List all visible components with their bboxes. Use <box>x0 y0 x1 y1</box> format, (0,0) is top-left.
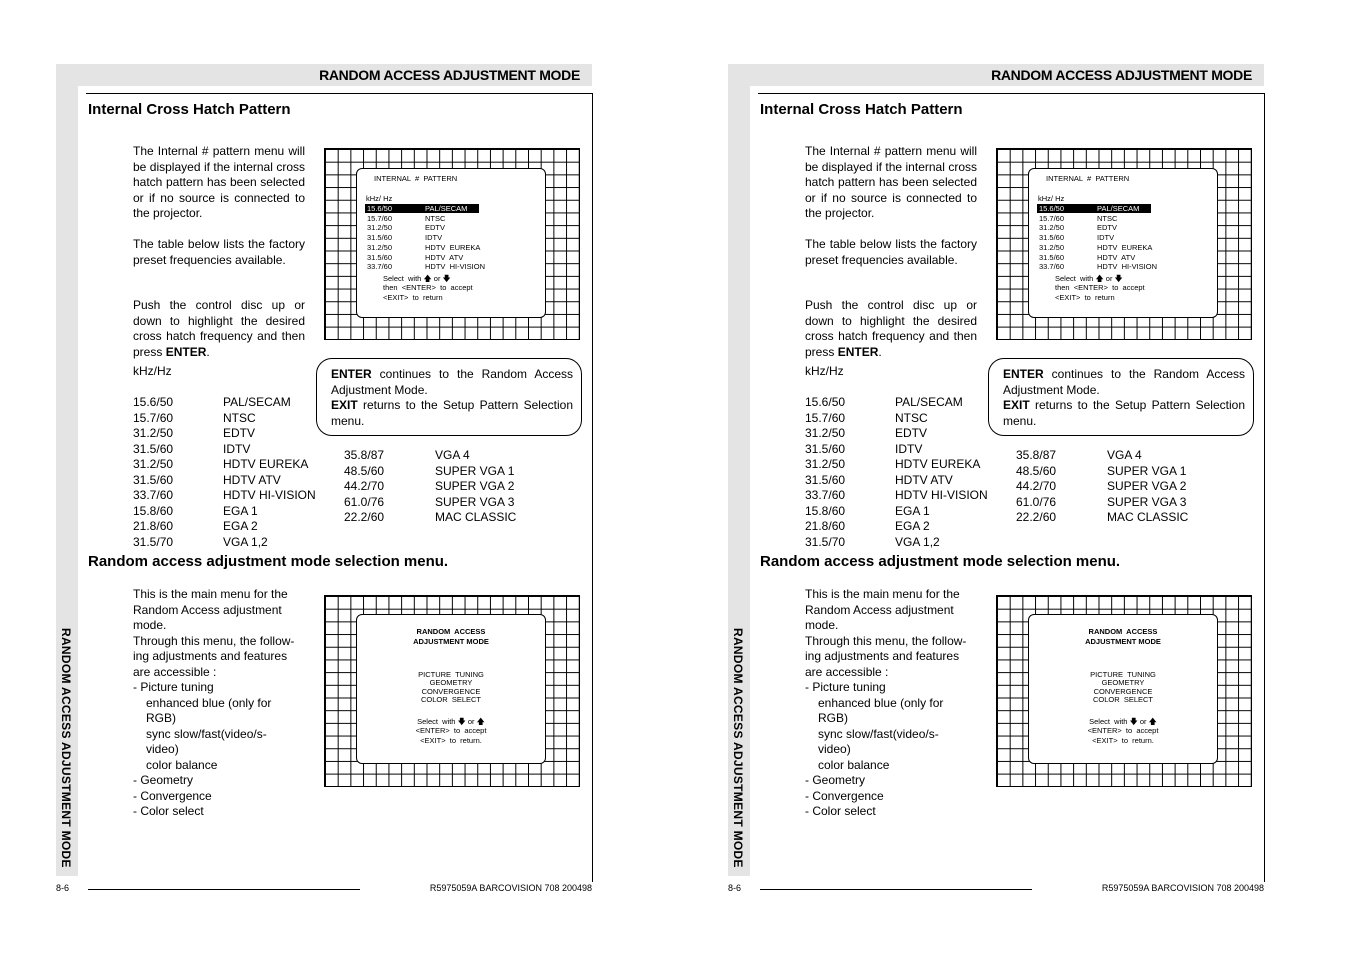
table-cell-freq: 22.2/60 <box>1016 510 1057 524</box>
menu-help: then <ENTER> to accept <box>383 283 473 292</box>
section2-line: - Color select <box>133 804 204 818</box>
menu-help: <EXIT> to return. <box>1092 736 1154 745</box>
table-cell-freq: 33.7/60 <box>133 488 174 502</box>
menu-row[interactable] <box>365 262 485 271</box>
table-cell-mode: HDTV EUREKA <box>223 457 309 471</box>
section2-line: are accessible : <box>805 664 889 679</box>
callout-enter: ENTER continues to the Random Access Adjustment Mode. <box>1003 367 1245 397</box>
table-cell-mode: EGA 1 <box>895 503 930 518</box>
menu-item[interactable]: PICTURE TUNING <box>1090 670 1156 679</box>
menu-item[interactable]: CONVERGENCE <box>1093 686 1153 696</box>
section-title: Random access adjustment mode selection menu. <box>88 553 449 570</box>
menu-help: then <ENTER> to accept <box>1055 283 1145 292</box>
menu-row[interactable] <box>1037 243 1152 252</box>
intro-paragraph: The table below lists the factory preset frequencies available. <box>133 237 305 267</box>
menu-title: INTERNAL # PATTERN <box>1046 174 1130 183</box>
section2-line: enhanced blue (only for <box>146 695 272 710</box>
arrow-up-icon: 🡅 <box>1095 274 1104 283</box>
section2-line: This is the main menu for the <box>805 587 960 601</box>
section2-line: RGB) <box>146 711 176 725</box>
menu-row[interactable] <box>1037 253 1135 262</box>
menu-row-name: IDTV <box>1097 233 1115 243</box>
section2-line: mode. <box>805 618 839 632</box>
section2-line: color balance <box>818 757 890 772</box>
section2-line: Through this menu, the follow- <box>133 633 295 648</box>
pattern-menu-screen <box>356 168 546 318</box>
footer-doc-id: R5975059A BARCOVISION 708 200498 <box>429 883 592 893</box>
menu-row-freq: 31.5/60 <box>367 233 393 243</box>
menu-row-name: PAL/SECAM <box>425 204 468 213</box>
table-cell-mode: HDTV ATV <box>223 472 281 487</box>
menu-help: <EXIT> to return <box>1055 293 1115 302</box>
table-cell-mode: HDTV HI-VISION <box>895 488 988 502</box>
menu-row-freq: 31.2/50 <box>367 242 393 252</box>
menu-item[interactable]: COLOR SELECT <box>420 694 481 704</box>
arrow-up-icon: 🡅 <box>476 717 485 726</box>
enter-exit-callout <box>316 358 582 436</box>
table-cell-mode: MAC CLASSIC <box>1107 510 1189 524</box>
menu-row[interactable] <box>1037 214 1117 223</box>
menu-row-freq: 31.5/60 <box>367 252 393 262</box>
section2-line: - Color select <box>805 804 876 818</box>
table-cell-mode: PAL/SECAM <box>895 395 963 409</box>
menu-row-freq: 31.2/50 <box>1039 242 1065 252</box>
menu-row-freq: 33.7/60 <box>367 262 393 272</box>
section2-line: RGB) <box>818 711 848 725</box>
menu-help: <EXIT> to return <box>383 293 443 302</box>
section2-line: Random Access adjustment <box>133 602 282 617</box>
arrow-up-icon: 🡅 <box>1148 717 1157 726</box>
menu-unit: kHz/ Hz <box>366 194 393 203</box>
section2-line: Through this menu, the follow- <box>805 633 967 648</box>
section2-line: video) <box>818 742 851 756</box>
intro-paragraph: Push the control disc up or down to highlight the desired cross hatch frequency and then press ENTER. <box>133 298 305 359</box>
arrow-down-icon: 🡇 <box>1129 717 1138 726</box>
table-cell-freq: 31.2/50 <box>133 426 174 440</box>
menu-help: <ENTER> to accept <box>415 726 487 735</box>
table-cell-freq: 31.5/70 <box>133 534 174 549</box>
table-cell-mode: EDTV <box>895 426 928 440</box>
menu-help: Select with 🡅 or 🡇 <box>383 273 451 287</box>
menu-help: Select with 🡇 or 🡅 <box>357 716 545 730</box>
menu-row-name: EDTV <box>425 223 446 233</box>
table-cell-freq: 15.7/60 <box>133 410 174 425</box>
table-header: kHz/Hz <box>133 364 172 378</box>
table-cell-freq: 31.5/60 <box>133 441 174 456</box>
menu-row-freq: 33.7/60 <box>1039 262 1065 272</box>
menu-help: <ENTER> to accept <box>1087 726 1159 735</box>
menu-row-freq: 15.6/50 <box>1039 204 1065 213</box>
callout-exit: EXIT returns to the Setup Pattern Selection menu. <box>1003 398 1245 428</box>
footer-rule <box>88 889 360 890</box>
table-cell-mode: EDTV <box>223 426 256 440</box>
section2-line: color balance <box>146 757 218 772</box>
menu-row[interactable] <box>365 253 463 262</box>
table-cell-freq: 31.2/50 <box>133 457 174 471</box>
menu-row-name: HDTV EUREKA <box>1097 242 1153 252</box>
menu-row-name: PAL/SECAM <box>1097 204 1140 213</box>
arrow-down-icon: 🡇 <box>1114 274 1123 283</box>
table-cell-freq: 15.8/60 <box>133 503 174 518</box>
table-cell-freq: 33.7/60 <box>805 488 846 502</box>
table-cell-mode: HDTV EUREKA <box>895 457 981 471</box>
table-cell-freq: 35.8/87 <box>1016 448 1057 462</box>
menu-title: INTERNAL # PATTERN <box>374 174 458 183</box>
menu-row-freq: 31.5/60 <box>1039 252 1065 262</box>
menu-row[interactable] <box>365 204 479 213</box>
menu-unit: kHz/ Hz <box>1038 194 1065 203</box>
section-title: Random access adjustment mode selection menu. <box>760 553 1121 570</box>
table-cell-mode: NTSC <box>895 410 928 425</box>
menu-row[interactable] <box>1037 223 1117 232</box>
table-cell-freq: 44.2/70 <box>1016 479 1057 493</box>
section2-line: ing adjustments and features <box>805 649 960 663</box>
table-cell-mode: VGA 1,2 <box>895 534 940 549</box>
menu-row-name: HDTV EUREKA <box>425 242 481 252</box>
menu-row-name: HDTV ATV <box>1097 252 1136 262</box>
arrow-up-icon: 🡅 <box>423 274 432 283</box>
section2-line: - Convergence <box>805 788 884 803</box>
table-cell-mode: VGA 4 <box>435 448 470 462</box>
table-cell-mode: IDTV <box>223 441 251 456</box>
table-cell-mode: PAL/SECAM <box>223 395 291 409</box>
table-cell-freq: 48.5/60 <box>1016 463 1057 478</box>
table-cell-freq: 31.5/60 <box>133 472 174 487</box>
footer-rule <box>760 889 1032 890</box>
menu-row-name: NTSC <box>1097 213 1118 223</box>
menu-row-freq: 31.5/60 <box>1039 233 1065 243</box>
intro-paragraph: The table below lists the factory preset frequencies available. <box>805 237 977 267</box>
arrow-down-icon: 🡇 <box>442 274 451 283</box>
callout-enter: ENTER continues to the Random Access Adjustment Mode. <box>331 367 573 397</box>
table-cell-mode: MAC CLASSIC <box>435 510 517 524</box>
menu-row-freq: 31.2/50 <box>1039 223 1065 233</box>
section-title: Internal Cross Hatch Pattern <box>88 101 291 118</box>
table-cell-freq: 35.8/87 <box>344 448 385 462</box>
section2-line: mode. <box>133 618 167 632</box>
menu-help: <EXIT> to return. <box>420 736 482 745</box>
menu-row-name: HDTV ATV <box>425 252 464 262</box>
section2-line: ing adjustments and features <box>133 649 288 663</box>
menu-row-name: EDTV <box>1097 223 1118 233</box>
table-cell-freq: 15.6/50 <box>133 395 174 409</box>
table-cell-freq: 61.0/76 <box>344 494 385 509</box>
callout-exit: EXIT returns to the Setup Pattern Selection menu. <box>331 398 573 428</box>
menu-row-name: NTSC <box>425 213 446 223</box>
table-cell-freq: 22.2/60 <box>344 510 385 524</box>
table-cell-freq: 31.5/60 <box>805 472 846 487</box>
menu-row[interactable] <box>365 233 442 242</box>
menu-row-freq: 15.6/50 <box>367 204 393 213</box>
table-cell-freq: 31.5/60 <box>805 441 846 456</box>
menu-item[interactable]: GEOMETRY <box>429 678 473 688</box>
section2-line: - Geometry <box>133 773 194 787</box>
menu-row-freq: 31.2/50 <box>367 223 393 233</box>
table-cell-mode: HDTV HI-VISION <box>223 488 316 502</box>
side-title: RANDOM ACCESS ADJUSTMENT MODE <box>731 628 745 868</box>
table-cell-freq: 15.7/60 <box>805 410 846 425</box>
table-cell-freq: 44.2/70 <box>344 479 385 493</box>
menu-title: ADJUSTMENT MODE <box>413 637 489 646</box>
table-cell-mode: EGA 2 <box>223 519 258 533</box>
menu-row[interactable] <box>365 223 445 232</box>
section2-line: - Geometry <box>805 773 866 787</box>
footer-doc-id: R5975059A BARCOVISION 708 200498 <box>1101 883 1264 893</box>
side-title: RANDOM ACCESS ADJUSTMENT MODE <box>59 628 73 868</box>
menu-row-name: HDTV HI-VISION <box>1097 262 1158 272</box>
main-menu-screen <box>356 614 546 764</box>
section2-line: are accessible : <box>133 664 217 679</box>
table-cell-mode: NTSC <box>223 410 256 425</box>
section-title: Internal Cross Hatch Pattern <box>760 101 963 118</box>
table-cell-mode: VGA 4 <box>1107 448 1142 462</box>
section2-line: Random Access adjustment <box>805 602 954 617</box>
intro-paragraph: The Internal # pattern menu will be displayed if the internal cross hatch pattern has been selected or if no source is connected to the projector. <box>133 144 305 220</box>
table-cell-mode: SUPER VGA 1 <box>435 463 515 478</box>
enter-exit-callout <box>988 358 1254 436</box>
section2-line: enhanced blue (only for <box>818 695 944 710</box>
menu-title: ADJUSTMENT MODE <box>1085 637 1161 646</box>
table-cell-freq: 31.2/50 <box>805 426 846 440</box>
pattern-menu-screen <box>1028 168 1218 318</box>
section2-line: - Picture tuning <box>805 680 886 694</box>
menu-row[interactable] <box>1037 204 1151 213</box>
page-header <box>78 64 592 86</box>
table-cell-mode: HDTV ATV <box>895 472 953 487</box>
table-cell-mode: SUPER VGA 3 <box>1107 494 1187 509</box>
menu-help: Select with 🡇 or 🡅 <box>1029 716 1217 730</box>
arrow-down-icon: 🡇 <box>457 717 466 726</box>
menu-row-freq: 15.7/60 <box>1039 213 1065 223</box>
table-cell-mode: EGA 2 <box>895 519 930 533</box>
menu-row-freq: 15.7/60 <box>367 213 393 223</box>
menu-item[interactable]: GEOMETRY <box>1101 678 1145 688</box>
main-menu-screen <box>1028 614 1218 764</box>
menu-row[interactable] <box>365 214 445 223</box>
table-cell-freq: 61.0/76 <box>1016 494 1057 509</box>
footer-page-number: 8-6 <box>56 883 70 893</box>
menu-item[interactable]: COLOR SELECT <box>1092 694 1153 704</box>
menu-item[interactable]: PICTURE TUNING <box>418 670 484 679</box>
section2-line: sync slow/fast(video/s- <box>818 726 939 741</box>
section2-line: This is the main menu for the <box>133 587 288 601</box>
table-cell-freq: 15.6/50 <box>805 395 846 409</box>
table-cell-mode: SUPER VGA 2 <box>435 479 515 493</box>
table-cell-freq: 21.8/60 <box>805 519 846 533</box>
menu-row-name: HDTV HI-VISION <box>425 262 486 272</box>
menu-row[interactable] <box>1037 262 1157 271</box>
right-page <box>728 0 1328 954</box>
table-cell-freq: 21.8/60 <box>133 519 174 533</box>
footer-page-number: 8-6 <box>728 883 742 893</box>
left-page <box>56 0 656 954</box>
menu-item[interactable]: CONVERGENCE <box>421 686 481 696</box>
intro-paragraph: The Internal # pattern menu will be displayed if the internal cross hatch pattern has been selected or if no source is connected to the projector. <box>805 144 977 220</box>
menu-title: RANDOM ACCESS <box>416 627 486 636</box>
table-cell-mode: SUPER VGA 2 <box>1107 479 1187 493</box>
header-title: RANDOM ACCESS ADJUSTMENT MODE <box>991 67 1252 83</box>
table-cell-mode: SUPER VGA 3 <box>435 494 515 509</box>
menu-row-name: IDTV <box>425 233 443 243</box>
menu-row[interactable] <box>1037 233 1114 242</box>
section2-line: sync slow/fast(video/s- <box>146 726 267 741</box>
table-cell-freq: 48.5/60 <box>344 463 385 478</box>
section2-line: - Picture tuning <box>133 680 214 694</box>
menu-row[interactable] <box>365 243 480 252</box>
table-cell-freq: 15.8/60 <box>805 503 846 518</box>
intro-paragraph: Push the control disc up or down to highlight the desired cross hatch frequency and then press ENTER. <box>805 298 977 359</box>
table-cell-freq: 31.2/50 <box>805 457 846 471</box>
section2-line: - Convergence <box>133 788 212 803</box>
section2-line: video) <box>146 742 179 756</box>
header-title: RANDOM ACCESS ADJUSTMENT MODE <box>319 67 580 83</box>
menu-help: Select with 🡅 or 🡇 <box>1055 273 1123 287</box>
page-header <box>750 64 1264 86</box>
table-header: kHz/Hz <box>805 364 844 378</box>
table-cell-mode: EGA 1 <box>223 503 258 518</box>
table-cell-mode: VGA 1,2 <box>223 534 268 549</box>
table-cell-freq: 31.5/70 <box>805 534 846 549</box>
table-cell-mode: IDTV <box>895 441 923 456</box>
table-cell-mode: SUPER VGA 1 <box>1107 463 1187 478</box>
menu-title: RANDOM ACCESS <box>1088 627 1158 636</box>
